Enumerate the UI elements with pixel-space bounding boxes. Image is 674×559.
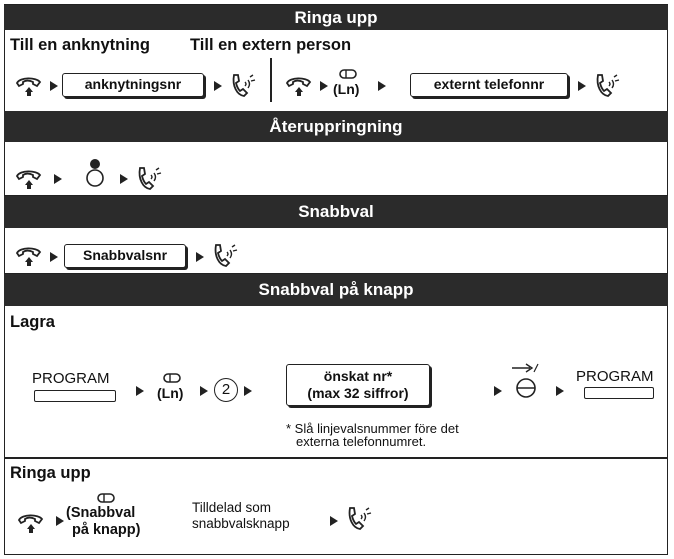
column-divider: [270, 58, 272, 102]
arrow-icon: [196, 252, 204, 262]
program-key: [34, 390, 116, 402]
circled-number: 2: [214, 378, 238, 402]
heading-internal: Till en anknytning: [10, 36, 150, 54]
handset-offhook-icon: [284, 74, 314, 98]
speed-dial-key-line2: på knapp): [72, 522, 141, 538]
handset-offhook-icon: [14, 244, 44, 268]
external-number-key: externt telefonnr: [410, 73, 568, 97]
section-header-snabbval: Snabbval: [4, 196, 668, 228]
handset-offhook-icon: [16, 511, 46, 535]
extension-number-key: anknytningsnr: [62, 73, 204, 97]
program-key: [584, 387, 654, 399]
lagra-title: Lagra: [10, 313, 55, 331]
arrow-icon: [378, 81, 386, 91]
talk-icon: [592, 72, 622, 98]
desired-number-line2: (max 32 siffror): [307, 385, 409, 401]
section-header-ateruppringning: Återuppringning: [4, 111, 668, 142]
arrow-icon: [120, 174, 128, 184]
arrow-icon: [244, 386, 252, 396]
program-label: PROGRAM: [576, 368, 654, 385]
arrow-icon: [578, 81, 586, 91]
assigned-line2: snabbvalsknapp: [192, 516, 290, 531]
speed-dial-key-label: [66, 505, 140, 539]
store-key-icon: [506, 360, 546, 400]
footnote: [286, 422, 459, 448]
desired-number-key: [286, 364, 430, 406]
assigned-line1: Tilldelad som: [192, 500, 272, 515]
ln-label: (Ln): [157, 385, 184, 401]
talk-icon: [134, 165, 164, 191]
footnote-line2: externa telefonnumret.: [296, 434, 427, 449]
arrow-icon: [136, 386, 144, 396]
talk-icon: [228, 72, 258, 98]
talk-icon: [344, 505, 374, 531]
line-key-icon: [338, 68, 358, 80]
arrow-icon: [556, 386, 564, 396]
desired-number-line1: önskat nr*: [323, 368, 393, 384]
arrow-icon: [494, 386, 502, 396]
arrow-icon: [56, 516, 64, 526]
speed-dial-key-line1: (Snabbval: [66, 505, 136, 521]
line-key-icon: [96, 492, 116, 504]
footnote-line1: * Slå linjevalsnummer före det: [286, 421, 459, 436]
section-header-ringa-upp: Ringa upp: [4, 5, 668, 30]
arrow-icon: [200, 386, 208, 396]
arrow-icon: [320, 81, 328, 91]
divider: [4, 457, 668, 459]
speed-dial-number-key: Snabbvalsnr: [64, 244, 186, 268]
ln-label: (Ln): [333, 81, 360, 97]
line-key-icon: [162, 372, 182, 384]
arrow-icon: [214, 81, 222, 91]
arrow-icon: [54, 174, 62, 184]
section-header-snabbval-knapp: Snabbval på knapp: [4, 274, 668, 306]
redial-icon: [84, 158, 106, 188]
heading-external: Till en extern person: [190, 36, 352, 54]
arrow-icon: [50, 252, 58, 262]
program-label: PROGRAM: [32, 370, 110, 387]
arrow-icon: [330, 516, 338, 526]
assigned-text: [192, 500, 290, 532]
arrow-icon: [50, 81, 58, 91]
handset-offhook-icon: [14, 167, 44, 191]
handset-offhook-icon: [14, 74, 44, 98]
ringa-upp-title: Ringa upp: [10, 464, 91, 482]
talk-icon: [210, 242, 240, 268]
